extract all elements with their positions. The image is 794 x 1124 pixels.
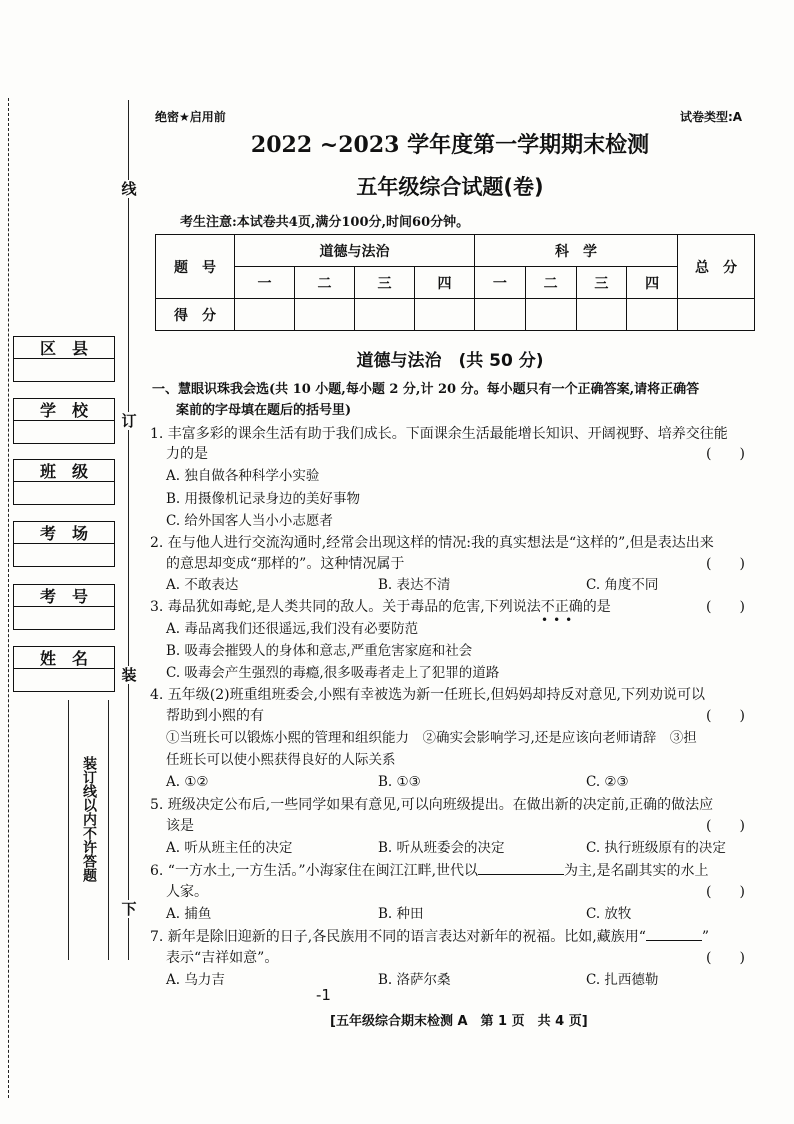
q1-option-b: B. 用摄像机记录身边的美好事物 [166,491,361,507]
score-row-label: 得 分 [156,299,235,331]
binding-char-xia: 下 [121,900,137,918]
score-cell[interactable] [627,299,678,331]
exam-number-field[interactable] [13,584,115,630]
q4-option-c: C. ②③ [586,774,629,790]
binding-line [128,100,129,960]
score-cell[interactable] [525,299,576,331]
score-cell[interactable] [235,299,295,331]
question-1-text: 1. 丰富多彩的课余生活有助于我们成长。下面课余生活最能增长知识、开阔视野、培养交往能 [150,426,728,442]
question-6-part-2: 为主,是名副其实的水上 [564,863,709,879]
class-field[interactable] [13,459,115,505]
q5-option-b: B. 听从班委会的决定 [378,840,505,856]
ethics-group-header: 道德与法治 [235,235,475,267]
q3-option-a: A. 毒品离我们还很遥远,我们没有必要防范 [166,621,419,637]
q7-option-a: A. 乌力吉 [166,972,225,988]
q5-option-c: C. 执行班级原有的决定 [586,840,726,856]
answer-bracket-q1[interactable]: ( ) [706,446,745,462]
question-6-part-1: 6. “一方水土,一方生活。”小海家住在闽江江畔,世代以 [150,863,479,879]
q3-option-c: C. 吸毒会产生强烈的毒瘾,很多吸毒者走上了犯罪的道路 [166,665,500,681]
question-4-text: 4. 五年级(2)班重组班委会,小熙有幸被选为新一任班长,但妈妈却持反对意见,下列劝说可以 [150,687,705,703]
question-2-text: 2. 在与他人进行交流沟通时,经常会出现这样的情况:我的真实想法是“这样的”,但是表达出来 [150,535,714,551]
score-cell[interactable] [355,299,415,331]
q7-option-c: C. 扎西德勒 [586,972,659,988]
q2-option-b: B. 表达不清 [378,577,451,593]
page-subtitle: 五年级综合试题(卷) [356,175,544,199]
answer-bracket-q4[interactable]: ( ) [706,708,745,724]
q6-option-c: C. 放牧 [586,906,632,922]
q4-option-b: B. ①③ [378,774,421,790]
score-cell[interactable] [475,299,526,331]
score-cell[interactable] [295,299,355,331]
question-7-text: 表示“吉祥如意”。 [166,950,279,966]
question-7-text [150,926,709,947]
q7-answer-blank[interactable] [646,926,702,941]
q5-option-a: A. 听从班主任的决定 [166,840,293,856]
q2-option-c: C. 角度不同 [586,577,659,593]
answer-bracket-q2[interactable]: ( ) [706,556,745,572]
question-5-text: 5. 班级决定公布后,一些同学如果有意见,可以向班级提出。在做出新的决定前,正确的做法应 [150,797,714,813]
district-field[interactable] [13,336,115,382]
score-table [155,234,755,331]
subcol-header: 二 [525,267,576,299]
district-label: 区 县 [14,337,114,359]
total-score-cell[interactable] [678,299,755,331]
answer-bracket-q3[interactable]: ( ) [706,599,745,615]
name-field[interactable] [13,646,115,692]
question-5-text: 该是 [166,818,194,834]
instruction-line: 案前的字母填在题后的括号里) [176,403,352,418]
subcol-header: 四 [627,267,678,299]
class-label: 班 级 [14,460,114,482]
total-header: 总 分 [678,235,755,299]
question-6-text: 人家。 [166,884,208,900]
subcol-header: 三 [576,267,627,299]
score-cell[interactable] [415,299,475,331]
q4-option-a: A. ①② [166,774,209,790]
q6-answer-blank[interactable] [478,860,564,875]
section-title: 道德与法治 (共 50 分) [356,351,544,371]
question-7-part-1: 7. 新年是除旧迎新的日子,各民族用不同的语言表达对新年的祝福。比如,藏族用“ [150,929,646,945]
q6-option-a: A. 捕鱼 [166,906,212,922]
answer-bracket-q5[interactable]: ( ) [706,818,745,834]
exam-notice: 考生注意:本试卷共4页,满分100分,时间60分钟。 [180,215,470,230]
question-4-statements: 任班长可以使小熙获得良好的人际关系 [166,752,396,768]
score-cell[interactable] [576,299,627,331]
subcol-header: 一 [235,267,295,299]
page-footer: [五年级综合期末检测 A 第 1 页 共 4 页] [330,1014,588,1029]
subcol-header: 二 [295,267,355,299]
exam-number-label: 考 号 [14,585,114,607]
name-label: 姓 名 [14,647,114,669]
q3-option-b: B. 吸毒会摧毁人的身体和意志,严重危害家庭和社会 [166,643,473,659]
emphasis-dots: ••• [541,613,578,627]
subcol-header: 三 [355,267,415,299]
question-7-part-2: ” [701,929,710,945]
subcol-header: 一 [475,267,526,299]
q6-option-b: B. 种田 [378,906,424,922]
question-1-text: 力的是 [166,446,208,462]
binding-char-zhuang: 装 [121,666,137,684]
question-4-statements: ①当班长可以锻炼小熙的管理和组织能力 ②确实会影响学习,还是应该向老师请辞 ③担 [166,730,697,746]
q7-option-b: B. 洛萨尔桑 [378,972,451,988]
answer-bracket-q7[interactable]: ( ) [706,950,745,966]
school-field[interactable] [13,398,115,444]
answer-bracket-q6[interactable]: ( ) [706,884,745,900]
question-3-text: 3. 毒品犹如毒蛇,是人类共同的敌人。关于毒品的危害,下列说法不正确的是 [150,599,611,615]
binding-char-xian: 线 [121,180,137,198]
exam-room-label: 考 场 [14,522,114,544]
question-2-text: 的意思却变成“那样的”。这种情况属于 [166,556,405,572]
cut-line-dashed [8,98,9,1098]
page-title: 2022 ~2023 学年度第一学期期末检测 [250,132,650,158]
secret-label: 绝密★启用前 [155,110,226,124]
subcol-header: 四 [415,267,475,299]
binding-warning: 装订线以内不许答题 [78,752,100,886]
q1-option-c: C. 给外国客人当小小志愿者 [166,513,333,529]
paper-type: 试卷类型:A [680,110,743,124]
question-4-text: 帮助到小熙的有 [166,708,264,724]
exam-room-field[interactable] [13,521,115,567]
question-number-header: 题 号 [156,235,235,299]
binding-rule-2 [108,700,109,960]
page-mark: -1 [316,986,331,1004]
question-6-text [150,860,708,881]
binding-rule-1 [68,700,69,960]
q2-option-a: A. 不敢表达 [166,577,239,593]
binding-char-ding: 订 [121,412,137,430]
q1-option-a: A. 独自做各种科学小实验 [166,468,320,484]
instruction-line: 一、慧眼识珠我会选(共 10 小题,每小题 2 分,计 20 分。每小题只有一个正确答案,请将正确答 [152,382,700,397]
school-label: 学 校 [14,399,114,421]
science-group-header: 科 学 [475,235,678,267]
